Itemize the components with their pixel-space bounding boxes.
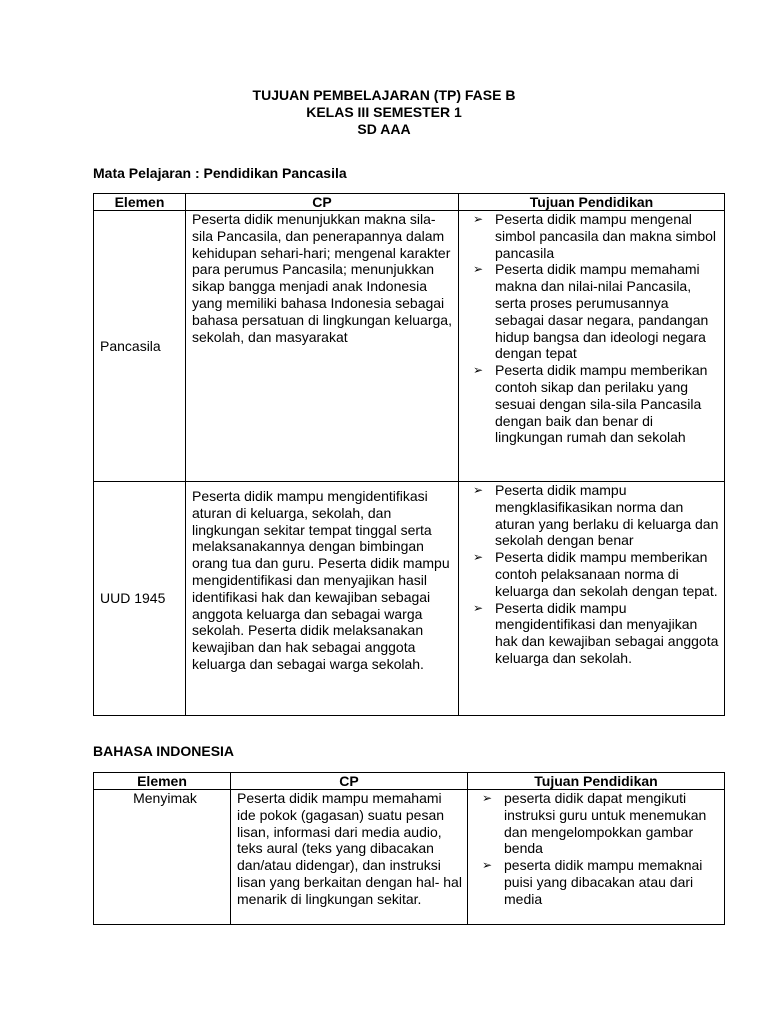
table-header-row	[94, 194, 725, 211]
table-row	[94, 790, 725, 925]
table-row	[94, 211, 725, 482]
title-line-3: SD AAA	[357, 121, 411, 137]
list-item: ➢ peserta didik mampu memaknai puisi yang dibacakan atau dari media	[482, 857, 703, 907]
cp-cell: Peserta didik mampu memahami ide pokok (gagasan) suatu pesan lisan, informasi dari media audio, teks aural (teks yang dibacakan dan/atau didengar), dan instruksi lisan yang berkaitan dengan hal- hal menarik di lingkungan sekitar.	[231, 790, 468, 925]
list-item: ➢ Peserta didik mampu mengklasifikasikan norma dan aturan yang berlaku di keluarga dan sekolah dengan benar	[473, 482, 719, 549]
arrow-bullet-icon: ➢	[473, 262, 484, 277]
section-heading-pancasila: Mata Pelajaran : Pendidikan Pancasila	[93, 165, 347, 181]
arrow-bullet-icon: ➢	[473, 212, 484, 226]
bahasa-indonesia-table	[93, 772, 725, 925]
arrow-bullet-icon: ➢	[473, 483, 484, 497]
section-heading-bahasa-indonesia: BAHASA INDONESIA	[93, 743, 235, 759]
title-line-1: TUJUAN PEMBELAJARAN (TP) FASE B	[252, 87, 516, 103]
list-item: ➢ peserta didik dapat mengikuti instruksi guru untuk menemukan dan mengelompokkan gambar benda	[482, 790, 707, 857]
table-header-row	[94, 773, 725, 790]
document-title	[0, 87, 768, 138]
list-item: ➢ Peserta didik mampu memahami makna dan nilai-nilai Pancasila, serta proses perumusannya sebagai dasar negara, pandangan hidup bangsa dan ideologi negara dengan tepat	[473, 261, 709, 362]
table-row	[94, 482, 725, 716]
list-item: ➢ Peserta didik mampu memberikan contoh sikap dan perilaku yang sesuai dengan sila-sila Pancasila dengan baik dan benar di lingkungan rumah dan sekolah	[473, 362, 708, 446]
header-cp: CP	[186, 194, 459, 211]
tujuan-cell	[459, 211, 725, 482]
tujuan-list	[459, 482, 720, 667]
list-item: ➢ Peserta didik mampu mengidentifikasi dan menyajikan hak dan kewajiban sebagai anggota keluarga dan sekolah.	[473, 599, 719, 666]
arrow-bullet-icon: ➢	[482, 791, 493, 805]
cp-cell: Peserta didik mampu mengidentifikasi aturan di keluarga, sekolah, dan lingkungan sekitar tempat tinggal serta melaksanakannya dengan bimbingan orang tua dan guru. Peserta didik mampu mengidentifikasi dan menyajikan hasil identifikasi hak dan kewajiban sebagai anggota keluarga dan sebagai warga sekolah. Peserta didik melaksanakan kewajiban dan hak sebagai anggota keluarga dan sebagai warga sekolah.	[186, 482, 459, 716]
header-cp: CP	[231, 773, 468, 790]
cp-cell: Peserta didik menunjukkan makna sila-sila Pancasila, dan penerapannya dalam kehidupan sehari-hari; mengenal karakter para perumus Pancasila; menunjukkan sikap bangga menjadi anak Indonesia yang memiliki bahasa Indonesia sebagai bahasa persatuan di lingkungan keluarga, sekolah, dan masyarakat	[186, 211, 459, 482]
header-elemen: Elemen	[94, 194, 186, 211]
elemen-cell: Pancasila	[94, 211, 186, 482]
arrow-bullet-icon: ➢	[473, 363, 484, 378]
header-elemen: Elemen	[94, 773, 231, 790]
tujuan-cell	[468, 790, 725, 925]
arrow-bullet-icon: ➢	[473, 550, 484, 565]
elemen-cell: UUD 1945	[94, 482, 186, 716]
arrow-bullet-icon: ➢	[482, 858, 493, 873]
tujuan-list	[459, 211, 720, 446]
tujuan-list	[468, 790, 720, 908]
tujuan-cell	[459, 482, 725, 716]
header-tujuan: Tujuan Pendidikan	[468, 773, 725, 790]
arrow-bullet-icon: ➢	[473, 600, 484, 615]
list-item: ➢ Peserta didik mampu memberikan contoh pelaksanaan norma di keluarga dan sekolah dengan tepat.	[473, 549, 718, 599]
list-item: ➢ Peserta didik mampu mengenal simbol pancasila dan makna simbol pancasila	[473, 211, 716, 261]
pancasila-table	[93, 193, 725, 716]
header-tujuan: Tujuan Pendidikan	[459, 194, 725, 211]
title-line-2: KELAS III SEMESTER 1	[306, 104, 462, 120]
elemen-cell: Menyimak	[94, 790, 231, 925]
